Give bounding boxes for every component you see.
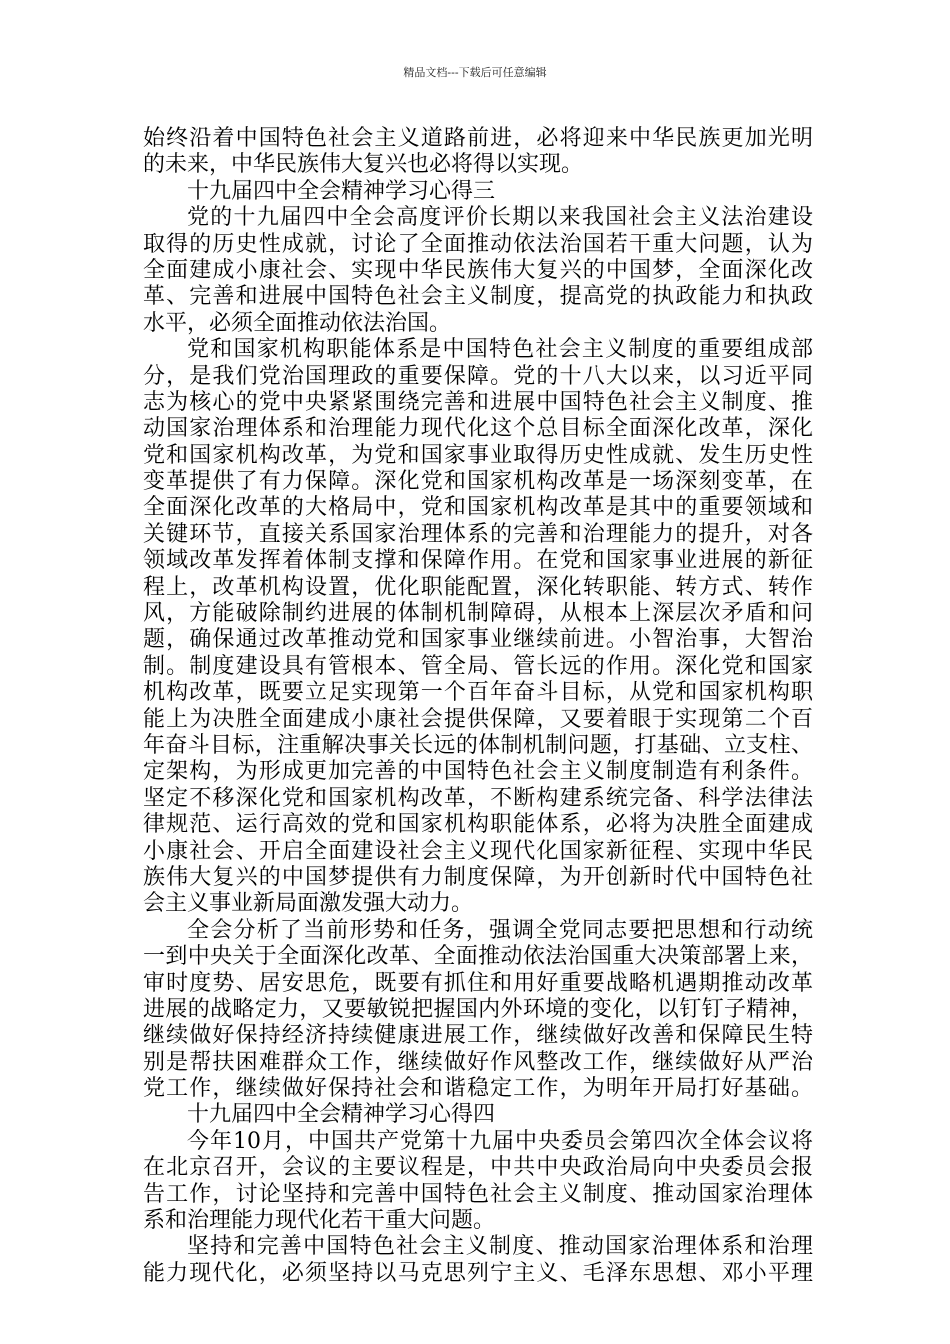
text-line: 别是帮扶困难群众工作，继续做好作风整改工作，继续做好从严治: [143, 1049, 813, 1075]
text-line: 坚持和完善中国特色社会主义制度、推动国家治理体系和治理: [187, 1234, 813, 1260]
text-line: 分，是我们党治国理政的重要保障。党的十八大以来，以习近平同: [143, 363, 813, 389]
text-line: 的未来，中华民族伟大复兴也必将得以实现。: [143, 152, 584, 178]
text-line: 全会分析了当前形势和任务，强调全党同志要把思想和行动统: [187, 917, 813, 943]
text-line: 关键环节，直接关系国家治理体系的完善和治理能力的提升，对各: [143, 521, 813, 547]
text-line: 制。制度建设具有管根本、管全局、管长远的作用。深化党和国家: [143, 653, 813, 679]
text-line: 在北京召开，会议的主要议程是，中共中央政治局向中央委员会报: [143, 1155, 813, 1181]
text-line: 机构改革，既要立足实现第一个百年奋斗目标，从党和国家机构职: [143, 680, 813, 706]
text-line: 水平，必须全面推动依法治国。: [143, 310, 452, 336]
text-line: 能上为决胜全面建成小康社会提供保障，又要着眼于实现第二个百: [143, 706, 813, 732]
text-line: 始终沿着中国特色社会主义道路前进，必将迎来中华民族更加光明: [143, 126, 813, 151]
text-line: 党和国家机构改革，为党和国家事业取得历史性成就、发生历史性: [143, 442, 813, 468]
text-line: 动国家治理体系和治理能力现代化这个总目标全面深化改革，深化: [143, 416, 813, 442]
text-line: 志为核心的党中央紧紧围绕完善和进展中国特色社会主义制度、推: [143, 389, 813, 415]
text-line: 会主义事业新局面激发强大动力。: [143, 891, 474, 917]
text-line: 族伟大复兴的中国梦提供有力制度保障，为开创新时代中国特色社: [143, 864, 813, 890]
text-line: 年奋斗目标，注重解决事关长远的体制机制问题，打基础、立支柱、: [143, 732, 813, 758]
text-line: 党工作，继续做好保持社会和谐稳定工作，为明年开局打好基础。: [143, 1076, 813, 1102]
text-line: 风，方能破除制约进展的体制机制障碍，从根本上深层次矛盾和问: [143, 601, 813, 627]
text-line: 领域改革发挥着体制支撑和保障作用。在党和国家事业进展的新征: [143, 548, 813, 574]
text-line: 全面深化改革的大格局中，党和国家机构改革是其中的重要领域和: [143, 495, 813, 521]
text-line: 党和国家机构职能体系是中国特色社会主义制度的重要组成部: [187, 337, 813, 363]
text-line: 题，确保通过改革推动党和国家事业继续前进。小智治事，大智治: [143, 627, 813, 653]
text-line: 律规范、运行高效的党和国家机构职能体系，必将为决胜全面建成: [143, 812, 813, 838]
text-line: 全面建成小康社会、实现中华民族伟大复兴的中国梦，全面深化改: [143, 257, 813, 283]
text-line: 小康社会、开启全面建设社会主义现代化国家新征程、实现中华民: [143, 838, 813, 864]
section-heading: 十九届四中全会精神学习心得四: [187, 1102, 496, 1128]
text-line: 取得的历史性成就，讨论了全面推动依法治国若干重大问题，认为: [143, 231, 813, 257]
text-line: 变革提供了有力保障。深化党和国家机构改革是一场深刻变革，在: [143, 469, 813, 495]
text-line: 定架构，为形成更加完善的中国特色社会主义制度制造有利条件。: [143, 759, 813, 785]
text-line: 一到中央关于全面深化改革、全面推动依法治国重大决策部署上来，: [143, 944, 813, 970]
text-line: 系和治理能力现代化若干重大问题。: [143, 1208, 496, 1234]
text-line: 坚定不移深化党和国家机构改革，不断构建系统完备、科学法律法: [143, 785, 813, 811]
document-body: [143, 126, 813, 1287]
text-line: 继续做好保持经济持续健康进展工作，继续做好改善和保障民生特: [143, 1023, 813, 1049]
text-line: 党的十九届四中全会高度评价长期以来我国社会主义法治建设: [187, 205, 813, 231]
text-line: 程上，改革机构设置，优化职能配置，深化转职能、转方式、转作: [143, 574, 813, 600]
text-line: 今年10月，中国共产党第十九届中央委员会第四次全体会议将: [187, 1128, 813, 1154]
text-line: 审时度势、居安思危，既要有抓住和用好重要战略机遇期推动改革: [143, 970, 813, 996]
section-heading: 十九届四中全会精神学习心得三: [187, 178, 496, 204]
text-line: 告工作，讨论坚持和完善中国特色社会主义制度、推动国家治理体: [143, 1181, 813, 1207]
text-line: 进展的战略定力，又要敏锐把握国内外环境的变化，以钉钉子精神，: [143, 996, 813, 1022]
text-line: 能力现代化，必须坚持以马克思列宁主义、毛泽东思想、邓小平理: [143, 1260, 813, 1286]
page-header: 精品文档---下载后可任意编辑: [403, 66, 547, 79]
text-line: 革、完善和进展中国特色社会主义制度，提高党的执政能力和执政: [143, 284, 813, 310]
